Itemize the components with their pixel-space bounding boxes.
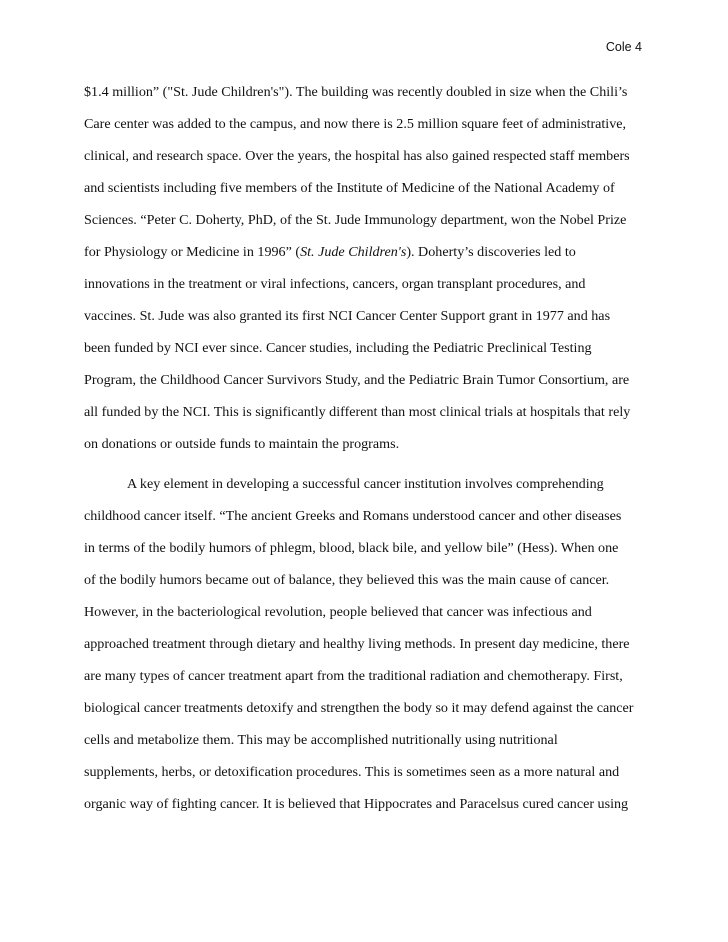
text-line: all funded by the NCI. This is significantly different than most clinical trials at hospitals that rely	[84, 404, 631, 420]
text-line: supplements, herbs, or detoxification procedures. This is sometimes seen as a more natural and	[84, 764, 620, 780]
text-line: However, in the bacteriological revolution, people believed that cancer was infectious and	[84, 604, 592, 620]
text-line: innovations in the treatment or viral infections, cancers, organ transplant procedures, and	[84, 276, 586, 292]
text-line: Program, the Childhood Cancer Survivors Study, and the Pediatric Brain Tumor Consortium, are	[84, 372, 630, 388]
text-line: approached treatment through dietary and healthy living methods. In present day medicine, there	[84, 636, 630, 652]
text-line: Sciences. “Peter C. Doherty, PhD, of the St. Jude Immunology department, won the Nobel Prize	[84, 212, 627, 228]
text-line: on donations or outside funds to maintain the programs.	[84, 436, 400, 452]
text-line: $1.4 million” ("St. Jude Children's"). The building was recently doubled in size when the Chili’s	[84, 84, 628, 100]
text-line: are many types of cancer treatment apart from the traditional radiation and chemotherapy. First,	[84, 668, 623, 684]
text-line: and scientists including five members of the Institute of Medicine of the National Academy of	[84, 180, 615, 196]
text-line	[84, 242, 644, 274]
text-line: childhood cancer itself. “The ancient Greeks and Romans understood cancer and other diseases	[84, 508, 622, 524]
text-line: Care center was added to the campus, and now there is 2.5 million square feet of administrative,	[84, 116, 627, 132]
text-line: vaccines. St. Jude was also granted its first NCI Cancer Center Support grant in 1977 and has	[84, 308, 611, 324]
paragraph-2	[84, 474, 644, 826]
text-line: biological cancer treatments detoxify and strengthen the body so it may defend against the cancer	[84, 700, 634, 716]
page-number-label: Cole 4	[605, 40, 642, 54]
text-line: clinical, and research space. Over the years, the hospital has also gained respected staff members	[84, 148, 630, 164]
text-run: ). Doherty’s discoveries led to	[406, 244, 576, 260]
text-line: A key element in developing a successful cancer institution involves comprehending	[127, 476, 604, 492]
paragraph-1	[84, 82, 644, 466]
text-run: for Physiology or Medicine in 1996” (	[84, 244, 301, 260]
text-line: organic way of fighting cancer. It is believed that Hippocrates and Paracelsus cured cancer using	[84, 796, 629, 812]
body-text	[84, 82, 644, 826]
text-line: been funded by NCI ever since. Cancer studies, including the Pediatric Preclinical Testing	[84, 340, 592, 356]
text-line: in terms of the bodily humors of phlegm, blood, black bile, and yellow bile” (Hess). When one	[84, 540, 619, 556]
text-line: of the bodily humors became out of balance, they believed this was the main cause of cancer.	[84, 572, 610, 588]
citation-italic: St. Jude Children's	[300, 244, 407, 260]
text-line: cells and metabolize them. This may be accomplished nutritionally using nutritional	[84, 732, 558, 748]
paragraph-gap	[84, 466, 644, 474]
page-header	[606, 40, 642, 54]
